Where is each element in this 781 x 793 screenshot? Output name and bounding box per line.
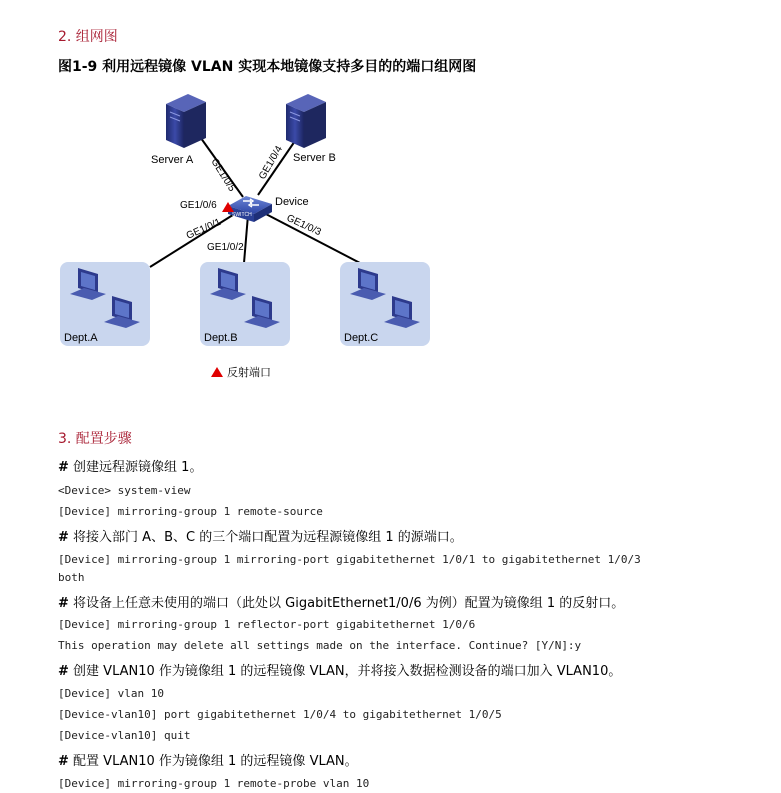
server-a-icon <box>166 94 206 148</box>
port-ge101: GE1/0/1 <box>184 216 223 242</box>
step-hash: # <box>58 664 69 679</box>
code-line: <Device> system-view <box>58 484 191 497</box>
dept-c-label: Dept.C <box>344 332 379 344</box>
code-line: [Device] mirroring-group 1 mirroring-port gigabitethernet 1/0/1 to gigabitethernet 1/0/3 <box>58 553 641 566</box>
link-dept-c <box>262 212 360 263</box>
step-text: 配置 VLAN10 作为镜像组 1 的远程镜像 VLAN。 <box>68 754 358 769</box>
port-ge105: GE1/0/5 <box>208 156 238 194</box>
code-line: both <box>58 571 85 584</box>
code-line: [Device] vlan 10 <box>58 687 164 700</box>
code-line: [Device] mirroring-group 1 reflector-port gigabitethernet 1/0/6 <box>58 618 476 631</box>
dept-b-group <box>200 262 290 346</box>
port-ge102: GE1/0/2 <box>207 242 244 253</box>
port-ge103: GE1/0/3 <box>284 212 323 239</box>
code-line: [Device] mirroring-group 1 remote-probe vlan 10 <box>58 777 370 790</box>
legend-label: 反射端口 <box>227 367 271 379</box>
step-hash: # <box>58 596 69 611</box>
dept-c-group <box>340 262 430 346</box>
code-line: [Device-vlan10] port gigabitethernet 1/0/4 to gigabitethernet 1/0/5 <box>58 708 502 721</box>
step-3 <box>58 592 624 611</box>
step-text: 创建 VLAN10 作为镜像组 1 的远程镜像 VLAN，并将接入数据检测设备的端口加入 VLAN10。 <box>68 664 622 679</box>
step-hash: # <box>58 754 69 769</box>
switch-text: SWITCH <box>232 212 252 218</box>
server-b-label: Server B <box>293 152 336 164</box>
port-ge106: GE1/0/6 <box>180 200 217 211</box>
step-hash: # <box>58 460 69 475</box>
step-2 <box>58 526 463 545</box>
dept-a-group <box>60 262 150 346</box>
step-1 <box>58 456 202 475</box>
figure-caption: 图1-9 利用远程镜像 VLAN 实现本地镜像支持多目的的端口组网图 <box>58 59 477 75</box>
device-label: Device <box>275 196 309 208</box>
step-hash: # <box>58 530 69 545</box>
dept-a-label: Dept.A <box>64 332 98 344</box>
dept-b-label: Dept.B <box>204 332 238 344</box>
step-4 <box>58 660 621 679</box>
step-text: 将设备上任意未使用的端口（此处以 GigabitEthernet1/0/6 为例）配置为镜像组 1 的反射口。 <box>68 596 625 611</box>
section-heading-config: 3. 配置步骤 <box>58 431 132 447</box>
step-5 <box>58 750 358 769</box>
code-line: This operation may delete all settings made on the interface. Continue? [Y/N]:y <box>58 639 582 652</box>
legend-triangle-icon <box>211 367 223 377</box>
code-line: [Device-vlan10] quit <box>58 729 191 742</box>
switch-icon <box>228 196 272 222</box>
link-dept-b <box>244 215 248 263</box>
step-text: 创建远程源镜像组 1。 <box>68 460 203 475</box>
port-ge104: GE1/0/4 <box>257 144 285 182</box>
section-heading-network: 2. 组网图 <box>58 29 118 45</box>
server-b-icon <box>286 94 326 148</box>
code-line: [Device] mirroring-group 1 remote-source <box>58 505 323 518</box>
server-a-label: Server A <box>151 154 194 166</box>
step-text: 将接入部门 A、B、C 的三个端口配置为远程源镜像组 1 的源端口。 <box>68 530 463 545</box>
